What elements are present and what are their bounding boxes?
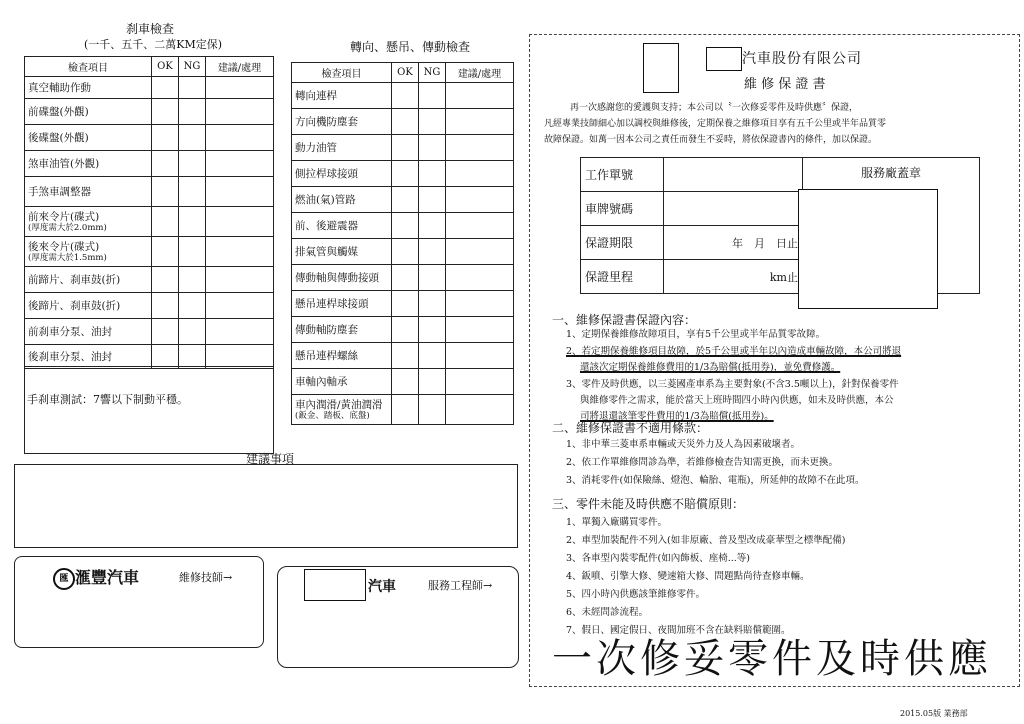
redacted-block bbox=[706, 47, 742, 71]
advice-cell[interactable] bbox=[446, 343, 514, 369]
check-item bbox=[292, 317, 392, 343]
col-header: 檢查項目 bbox=[292, 63, 392, 83]
section-2-item: 1、非中華三菱車系車輛或天災外力及人為因素破壞者。 bbox=[566, 439, 801, 450]
suggestions-box[interactable] bbox=[14, 464, 518, 548]
ng-checkbox[interactable] bbox=[419, 265, 446, 291]
advice-cell[interactable] bbox=[446, 109, 514, 135]
check-item bbox=[292, 161, 392, 187]
check-item bbox=[292, 343, 392, 369]
section-3-item: 1、單獨入廠購買零件。 bbox=[566, 517, 668, 528]
check-item-label: 側拉桿球接頭 bbox=[295, 168, 358, 180]
form-label: 保證里程 bbox=[581, 260, 664, 294]
advice-cell[interactable] bbox=[206, 207, 274, 237]
advice-cell[interactable] bbox=[206, 293, 274, 319]
check-item-label: 傳動軸防塵套 bbox=[295, 324, 358, 336]
section-3-item: 2、車型加裝配件不列入(如非原廠、普及型改成豪華型之標準配備) bbox=[566, 535, 846, 546]
section-2-title: 二、維修保證書不適用條款： bbox=[552, 421, 709, 435]
advice-cell[interactable] bbox=[206, 267, 274, 293]
check-row bbox=[25, 319, 274, 345]
warranty-certificate bbox=[529, 34, 1020, 687]
company-name: 汽車股份有限公司 bbox=[742, 51, 862, 67]
check-item bbox=[25, 345, 152, 369]
ok-checkbox[interactable] bbox=[152, 151, 179, 177]
check-item-label: 方向機防塵套 bbox=[295, 116, 358, 128]
check-row bbox=[25, 293, 274, 319]
slogan: 一次修妥零件及時供應 bbox=[552, 636, 992, 682]
section-1-item: 司將退還該筆零件費用的1/3為賠償(抵用券)。 bbox=[580, 411, 774, 422]
ng-checkbox[interactable] bbox=[179, 319, 206, 345]
ok-checkbox[interactable] bbox=[392, 291, 419, 317]
advice-cell[interactable] bbox=[446, 161, 514, 187]
ng-checkbox[interactable] bbox=[419, 291, 446, 317]
check-row bbox=[25, 267, 274, 293]
brake-subtitle: (一千、五千、二萬KM定保) bbox=[84, 38, 223, 51]
section-1-item: 還該次定期保養維修費用的1/3為賠償(抵用券)，並免費修護。 bbox=[580, 362, 841, 373]
check-item bbox=[292, 213, 392, 239]
check-row bbox=[292, 135, 514, 161]
col-header: 檢查項目 bbox=[25, 57, 152, 77]
advice-cell[interactable] bbox=[206, 99, 274, 125]
check-item-label: 排氣管與觸媒 bbox=[295, 246, 358, 258]
col-header: 建議/處理 bbox=[206, 57, 274, 77]
advice-cell[interactable] bbox=[446, 265, 514, 291]
section-1-item: 2、若定期保養維修項目故障，於5千公里或半年以內造成車輛故障，本公司將退 bbox=[566, 346, 902, 357]
check-item-label: 後碟盤(外觀) bbox=[28, 132, 89, 144]
section-3-title: 三、零件未能及時供應不賠償原則： bbox=[552, 497, 745, 511]
check-row bbox=[292, 265, 514, 291]
check-item bbox=[25, 177, 152, 207]
ng-checkbox[interactable] bbox=[419, 161, 446, 187]
check-item-label: 前來令片(碟式) bbox=[28, 211, 100, 224]
check-row bbox=[25, 125, 274, 151]
check-item-label: 懸吊連桿球接頭 bbox=[295, 298, 369, 310]
advice-cell[interactable] bbox=[446, 83, 514, 109]
redacted-block bbox=[643, 43, 679, 93]
check-item-label: 前蹄片、刹車鼓(折) bbox=[28, 274, 121, 286]
form-label: 工作單號 bbox=[581, 158, 664, 192]
check-item bbox=[292, 291, 392, 317]
check-item bbox=[292, 135, 392, 161]
section-3-item: 7、假日、國定假日、夜間加班不含在缺料賠償範圍。 bbox=[566, 625, 791, 636]
ng-checkbox[interactable] bbox=[179, 125, 206, 151]
col-header: NG bbox=[419, 63, 446, 83]
warranty-period-field[interactable]: 年 月 日止 bbox=[664, 226, 803, 260]
ng-checkbox[interactable] bbox=[419, 395, 446, 425]
section-2-item: 3、消耗零件(如保險絲、燈泡、輪胎、電瓶)，所延伸的故障不在此項。 bbox=[566, 475, 865, 486]
check-item-label: 煞車油管(外觀) bbox=[28, 158, 100, 170]
suggestions-title: 建議事項 bbox=[246, 452, 295, 466]
ng-checkbox[interactable] bbox=[179, 177, 206, 207]
ng-checkbox[interactable] bbox=[419, 369, 446, 395]
check-item bbox=[292, 109, 392, 135]
advice-cell[interactable] bbox=[206, 151, 274, 177]
ok-checkbox[interactable] bbox=[392, 109, 419, 135]
check-item bbox=[25, 267, 152, 293]
ok-checkbox[interactable] bbox=[152, 319, 179, 345]
ng-checkbox[interactable] bbox=[419, 213, 446, 239]
section-1-title: 一、維修保證書保證內容： bbox=[552, 313, 697, 327]
ok-checkbox[interactable] bbox=[152, 345, 179, 369]
col-header: NG bbox=[179, 57, 206, 77]
ng-checkbox[interactable] bbox=[179, 151, 206, 177]
ok-checkbox[interactable] bbox=[392, 83, 419, 109]
check-item bbox=[292, 369, 392, 395]
stamp-label: 服務廠蓋章 bbox=[860, 166, 921, 180]
check-item bbox=[25, 207, 152, 237]
ng-checkbox[interactable] bbox=[179, 237, 206, 267]
section-3-item: 5、四小時內供應該筆維修零件。 bbox=[566, 589, 706, 600]
section-2-item: 2、依工作單維修問診為準，若維修檢查告知需更換，而未更換。 bbox=[566, 457, 839, 468]
handbrake-test-box bbox=[24, 366, 274, 454]
steering-check-table bbox=[291, 62, 514, 425]
check-item-label: 動力油管 bbox=[295, 142, 337, 154]
check-row bbox=[292, 161, 514, 187]
check-item bbox=[25, 99, 152, 125]
advice-cell[interactable] bbox=[206, 237, 274, 267]
intro-line: 再一次感謝您的愛護與支持；本公司以〝一次修妥零件及時供應〞保證， bbox=[570, 103, 859, 113]
advice-cell[interactable] bbox=[206, 125, 274, 151]
check-item-note: (厚度需大於1.5mm) bbox=[28, 253, 107, 264]
ok-checkbox[interactable] bbox=[392, 161, 419, 187]
ng-checkbox[interactable] bbox=[419, 343, 446, 369]
ok-checkbox[interactable] bbox=[152, 293, 179, 319]
ok-checkbox[interactable] bbox=[392, 395, 419, 425]
check-row bbox=[292, 213, 514, 239]
col-header: OK bbox=[392, 63, 419, 83]
advice-cell[interactable] bbox=[446, 369, 514, 395]
ok-checkbox[interactable] bbox=[392, 213, 419, 239]
check-item bbox=[292, 83, 392, 109]
ok-checkbox[interactable] bbox=[152, 207, 179, 237]
check-item-label: 車軸內軸承 bbox=[295, 376, 348, 388]
check-item bbox=[25, 237, 152, 267]
ok-checkbox[interactable] bbox=[392, 317, 419, 343]
advice-cell[interactable] bbox=[206, 319, 274, 345]
check-item-label: 前碟盤(外觀) bbox=[28, 106, 89, 118]
check-row bbox=[292, 317, 514, 343]
ok-checkbox[interactable] bbox=[392, 187, 419, 213]
advice-cell[interactable] bbox=[446, 239, 514, 265]
ok-checkbox[interactable] bbox=[392, 369, 419, 395]
check-row bbox=[292, 395, 514, 425]
ok-checkbox[interactable] bbox=[392, 239, 419, 265]
ok-checkbox[interactable] bbox=[392, 265, 419, 291]
check-item-label: 手煞車調整器 bbox=[28, 186, 91, 198]
ok-checkbox[interactable] bbox=[392, 343, 419, 369]
redacted-stamp bbox=[798, 189, 938, 309]
check-item bbox=[292, 239, 392, 265]
check-row bbox=[25, 207, 274, 237]
advice-cell[interactable] bbox=[446, 291, 514, 317]
section-1-item: 1、定期保養維修故障項目，享有5千公里或半年品質零故障。 bbox=[566, 329, 826, 340]
ng-checkbox[interactable] bbox=[419, 239, 446, 265]
check-row bbox=[25, 77, 274, 99]
ng-checkbox[interactable] bbox=[419, 187, 446, 213]
ng-checkbox[interactable] bbox=[419, 135, 446, 161]
section-3-item: 4、鈑噴、引擎大修、變速箱大修、問題點尚待查修車輛。 bbox=[566, 571, 810, 582]
ng-checkbox[interactable] bbox=[419, 83, 446, 109]
check-row bbox=[292, 369, 514, 395]
section-3-item: 6、未經問診流程。 bbox=[566, 607, 649, 618]
check-row bbox=[292, 83, 514, 109]
plate-number-field[interactable] bbox=[664, 192, 803, 226]
check-item-label: 前刹車分泵、油封 bbox=[28, 326, 112, 338]
ok-checkbox[interactable] bbox=[152, 125, 179, 151]
advice-cell[interactable] bbox=[446, 213, 514, 239]
ng-checkbox[interactable] bbox=[179, 293, 206, 319]
section-3-item: 3、各車型內裝零配件(如內飾板、座椅...等) bbox=[566, 553, 751, 564]
handbrake-test-text: 手刹車測試：7響以下制動平穩。 bbox=[27, 393, 188, 406]
check-item-label: 懸吊連桿螺絲 bbox=[295, 350, 358, 362]
check-item-label: 燃油(氣)管路 bbox=[295, 194, 356, 206]
ok-checkbox[interactable] bbox=[152, 267, 179, 293]
check-item bbox=[292, 187, 392, 213]
check-item-note: (鈑金、踏板、底盤) bbox=[295, 411, 370, 422]
technician-label: 維修技師→ bbox=[179, 571, 233, 584]
check-item-label: 轉向連桿 bbox=[295, 90, 337, 102]
check-item bbox=[25, 319, 152, 345]
brand-name: 滙豐汽車 bbox=[75, 568, 140, 587]
ng-checkbox[interactable] bbox=[419, 317, 446, 343]
check-item-note: (厚度需大於2.0mm) bbox=[28, 223, 107, 234]
check-row bbox=[292, 239, 514, 265]
check-item-label: 後蹄片、刹車鼓(折) bbox=[28, 300, 121, 312]
check-item-label: 傳動軸與傳動接頭 bbox=[295, 272, 379, 284]
advice-cell[interactable] bbox=[446, 395, 514, 425]
ng-checkbox[interactable] bbox=[179, 345, 206, 369]
ng-checkbox[interactable] bbox=[179, 267, 206, 293]
check-row bbox=[292, 109, 514, 135]
ok-checkbox[interactable] bbox=[152, 99, 179, 125]
check-item-label: 前、後避震器 bbox=[295, 220, 358, 232]
technician-sign-box bbox=[14, 556, 264, 648]
brake-title: 刹車檢查 bbox=[126, 22, 175, 36]
intro-line: 故障保證。如萬一因本公司之責任而發生不妥時，將依保證書內的條件，加以保證。 bbox=[544, 135, 878, 145]
advice-cell[interactable] bbox=[446, 317, 514, 343]
col-header: OK bbox=[152, 57, 179, 77]
check-item bbox=[25, 151, 152, 177]
engineer-sign-box bbox=[277, 566, 519, 668]
section-1-item: 與維修零件之需求，能於當天上班時間四小時內供應，如未及時供應，本公 bbox=[580, 395, 894, 406]
check-row bbox=[292, 343, 514, 369]
ok-checkbox[interactable] bbox=[152, 237, 179, 267]
check-item bbox=[292, 265, 392, 291]
redacted-block bbox=[304, 569, 366, 601]
ng-checkbox[interactable] bbox=[419, 109, 446, 135]
check-item-label: 後刹車分泵、油封 bbox=[28, 351, 112, 363]
dealer-brand: 汽車 bbox=[368, 579, 396, 595]
intro-line: 凡經專業技師細心加以調校與維修後，定期保養之維修項目享有五千公里或半年品質零 bbox=[544, 119, 887, 129]
ng-checkbox[interactable] bbox=[179, 77, 206, 99]
check-item bbox=[25, 125, 152, 151]
ng-checkbox[interactable] bbox=[179, 99, 206, 125]
steering-title: 轉向、懸吊、傳動檢查 bbox=[350, 40, 471, 54]
check-row bbox=[25, 237, 274, 267]
document-title: 維 修 保 證 書 bbox=[744, 77, 826, 92]
check-item-label: 真空輔助作動 bbox=[28, 82, 91, 94]
col-header: 建議/處理 bbox=[446, 63, 514, 83]
check-item bbox=[25, 293, 152, 319]
brake-check-table bbox=[24, 56, 274, 369]
advice-cell[interactable] bbox=[446, 135, 514, 161]
advice-cell[interactable] bbox=[206, 345, 274, 369]
check-row bbox=[25, 345, 274, 369]
ok-checkbox[interactable] bbox=[392, 135, 419, 161]
check-item-label: 後來令片(碟式) bbox=[28, 241, 100, 254]
check-row bbox=[25, 151, 274, 177]
engineer-label: 服務工程師→ bbox=[428, 579, 493, 592]
section-1-item: 3、零件及時供應，以三菱國產車系為主要對象(不含3.5噸以上)，針對保養零件 bbox=[566, 379, 899, 390]
ng-checkbox[interactable] bbox=[179, 207, 206, 237]
advice-cell[interactable] bbox=[206, 177, 274, 207]
form-label: 車牌號碼 bbox=[581, 192, 664, 226]
warranty-mileage-field[interactable]: km止 bbox=[664, 260, 803, 294]
work-order-field[interactable] bbox=[664, 158, 803, 192]
advice-cell[interactable] bbox=[206, 77, 274, 99]
check-item bbox=[292, 395, 392, 425]
check-row bbox=[25, 99, 274, 125]
advice-cell[interactable] bbox=[446, 187, 514, 213]
check-row bbox=[25, 177, 274, 207]
check-row bbox=[292, 187, 514, 213]
form-label: 保證期限 bbox=[581, 226, 664, 260]
check-item-label: 車內潤滑/黃油潤滑 bbox=[295, 399, 383, 412]
check-item bbox=[25, 77, 152, 99]
brand-logo-icon: 匯 bbox=[53, 568, 75, 590]
ok-checkbox[interactable] bbox=[152, 77, 179, 99]
check-row bbox=[292, 291, 514, 317]
version-label: 2015.05版 業務部 bbox=[900, 709, 968, 718]
ok-checkbox[interactable] bbox=[152, 177, 179, 207]
